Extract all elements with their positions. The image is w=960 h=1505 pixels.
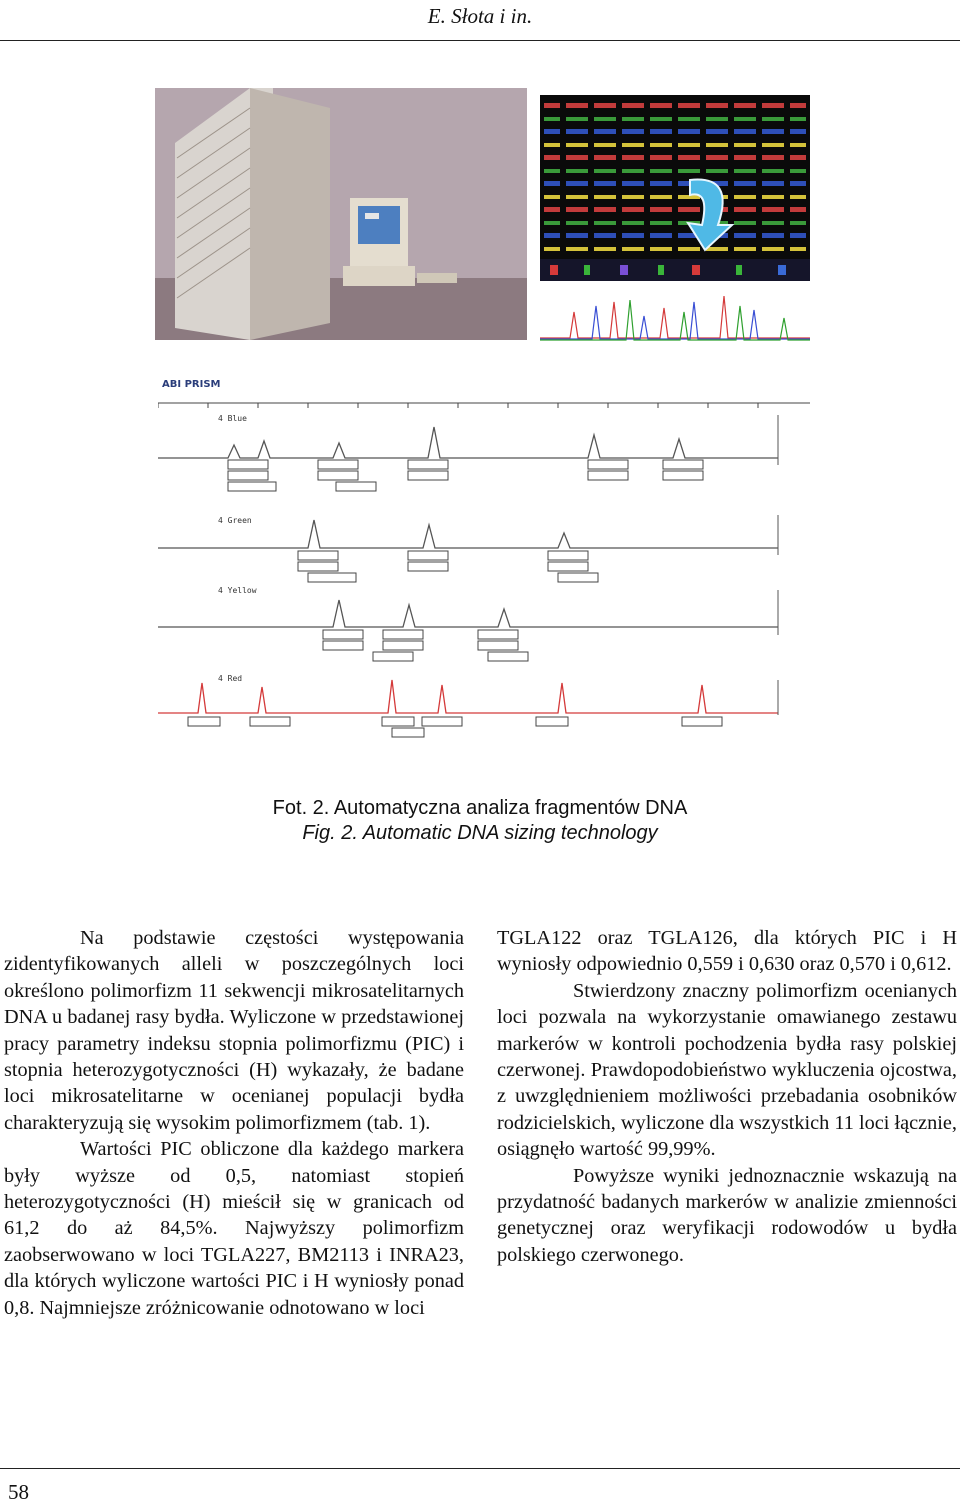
paragraph: Powyższe wyniki jednoznacznie wskazują na przydatność badanych markerów w analizie zmienności genetycznej oraz weryfikacji rodowodów u bydła polskiego czerwonego. [497,1164,957,1266]
abi-prism-logo: ABI PRISM [162,379,221,390]
page-number: 58 [8,1480,29,1504]
paragraph: TGLA122 oraz TGLA126, dla których PIC i H wyniosły odpowiednio 0,559 i 0,630 oraz 0,570 i 0,612. [497,927,957,976]
figure-caption-polish: Fot. 2. Automatyczna analiza fragmentów DNA [272,797,688,819]
paragraph: Stwierdzony znaczny polimorfizm ocenianych loci pozwala na wykorzystanie omawianego zestawu markerów w kontroli pochodzenia bydła rasy polskiej czerwonej. Prawdopodobieństwo wykluczenia ojcostwa, z uwzględnieniem możliwości przebadania osobników rodzicielskich, wyliczone dla wszystkich 11 loci łącznie, osiągnęło wartość 99,99%. [497,979,957,1161]
lane-label-3: 4 Yellow [218,586,257,595]
body-right-column [497,925,957,1268]
lane-label-2: 4 Green [218,516,252,525]
gel-image [540,95,810,281]
paragraph: Wartości PIC obliczone dla każdego markera były wyższe od 0,5, natomiast stopień heterozygotyczności (H) mieścił się w granicach od 61,2 do aż 84,5%. Najwyższy polimorfizm zaobserwowano w loci TGLA227, BM2113 i INRA23, dla których wyliczone wartości PIC i H wyniosły ponad 0,8. Najmniejsze zróżnicowanie odnotowano w loci [4,1138,464,1319]
lane-label-4: 4 Red [218,674,243,683]
running-title: E. Słota i in. [427,4,533,28]
sequencer-photo [155,88,527,340]
genescan-electropherogram [158,375,818,760]
lane-label-1: 4 Blue [218,414,247,423]
footer-divider [0,1468,960,1469]
figure-caption-english: Fig. 2. Automatic DNA sizing technology [302,822,658,844]
paragraph: Na podstawie częstości występowania zidentyfikowanych alleli w poszczególnych loci określono polimorfizm 11 sekwencji mikrosatelitarnych DNA u badanej rasy bydła. Wyliczone w przedstawionej pracy parametry indeksu stopnia polimorfizmu (PIC) i stopnia heterozygotyczności (H) wykazały, że badane loci mikrosatelitarne w ocenianej populacji bydła charakteryzują się wysokim polimorfizmem (tab. 1). [4,927,464,1134]
body-left-column [4,925,464,1321]
trace-image [540,282,810,342]
header-divider [0,40,960,41]
